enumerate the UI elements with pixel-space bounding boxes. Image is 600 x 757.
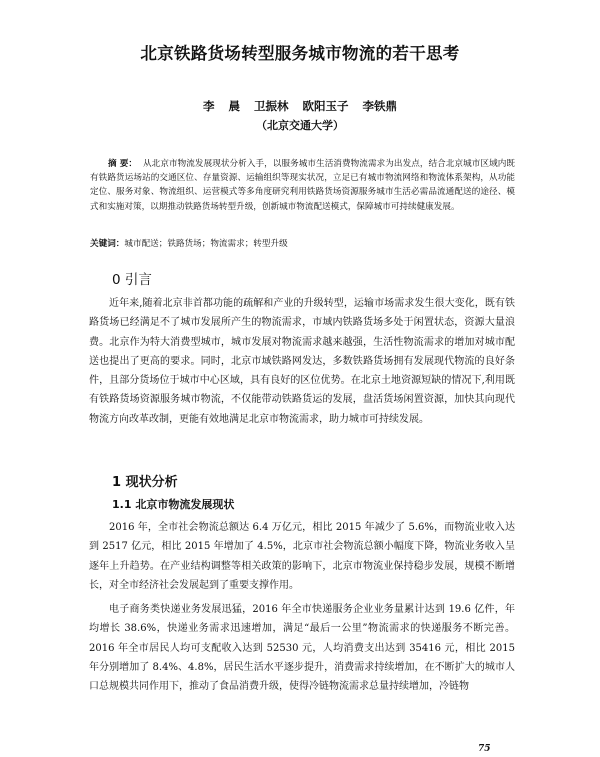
keywords-label: 关键词： (90, 239, 125, 249)
abstract-text: 从北京市物流发展现状分析入手，以服务城市生活消费物流需求为出发点，结合北京城市区域内既有铁路货运场站的交通区位、存量资源、运输组织等现实状况，立足已有城市物流网络和物流体系架构，从功能定位、服务对象、物流组织、运营模式等多角度研究利用铁路货场资源服务城市生活必需品流通配送的途径、模式和实施对策，以期推动铁路货场转型升级，创新城市物流配送模式，保障城市可持续健康发展。 (90, 159, 515, 212)
paragraph-ecommerce: 电子商务类快递业务发展迅猛，2016 年全市快递服务企业业务量累计达到 19.6 亿件，年均增长 38.6%，快递业务需求迅速增加，满足“最后一公里”物流需求的快递服务不断完善。2016 年全市居民人均可支配收入达到 52530 元，人均消费支出达到 35416 元，相比 2015 年分别增加了 8.4%、4.8%，居民生活水平逐步提升，消费需求持续增加，在不断扩大的城市人口总规模共同作用下，推动了食品消费升级，使得冷链物流需求总量持续增加，冷链物 (89, 604, 515, 693)
author-list: 李 晨 卫振林 欧阳玉子 李铁鼎 (202, 99, 397, 113)
keywords (90, 237, 515, 251)
section-heading-intro: 0 引言 (112, 272, 152, 288)
affiliation: （北京交通大学） (256, 119, 344, 132)
subsection-heading: 1.1 北京市物流发展现状 (112, 498, 235, 511)
section-heading-analysis: 1 现状分析 (112, 475, 178, 490)
paragraph-2016: 2016 年，全市社会物流总额达 6.4 万亿元，相比 2015 年减少了 5.6%，而物流业收入达到 2517 亿元，相比 2015 年增加了 4.5%，北京市社会物流总额小幅度下降，物流业务收入呈逐年上升趋势。在产业结构调整等相关政策的影响下，北京市物流业保持稳步发展，规模不断增长，对全市经济社会发展起到了重要支撑作用。 (89, 522, 515, 591)
paper-title: 北京铁路货场转型服务城市物流的若干思考 (140, 44, 460, 63)
keywords-text: 城市配送；铁路货场；物流需求；转型升级 (124, 239, 288, 249)
abstract (90, 157, 515, 214)
page-number: 75 (478, 744, 491, 754)
abstract-label: 摘 要： (108, 159, 138, 169)
intro-paragraph: 近年来,随着北京非首都功能的疏解和产业的升级转型，运输市场需求发生很大变化，既有铁路货场已经满足不了城市发展所产生的物流需求，市域内铁路货场多处于闲置状态，资源大量浪费。北京作为特大消费型城市，城市发展对物流需求越来越强，生活性物流需求的增加对城市配送也提出了更高的要求。同时，北京市域铁路网发达，多数铁路货场拥有发展现代物流的良好条件，且部分货场位于城市中心区域，具有良好的区位优势。在北京土地资源短缺的情况下,利用既有铁路货场资源服务城市物流，不仅能带动铁路货运的发展，盘活货场闲置资源，加快其向现代物流方向改革改制，更能有效地满足北京市物流需求，助力城市可持续发展。 (89, 298, 515, 425)
